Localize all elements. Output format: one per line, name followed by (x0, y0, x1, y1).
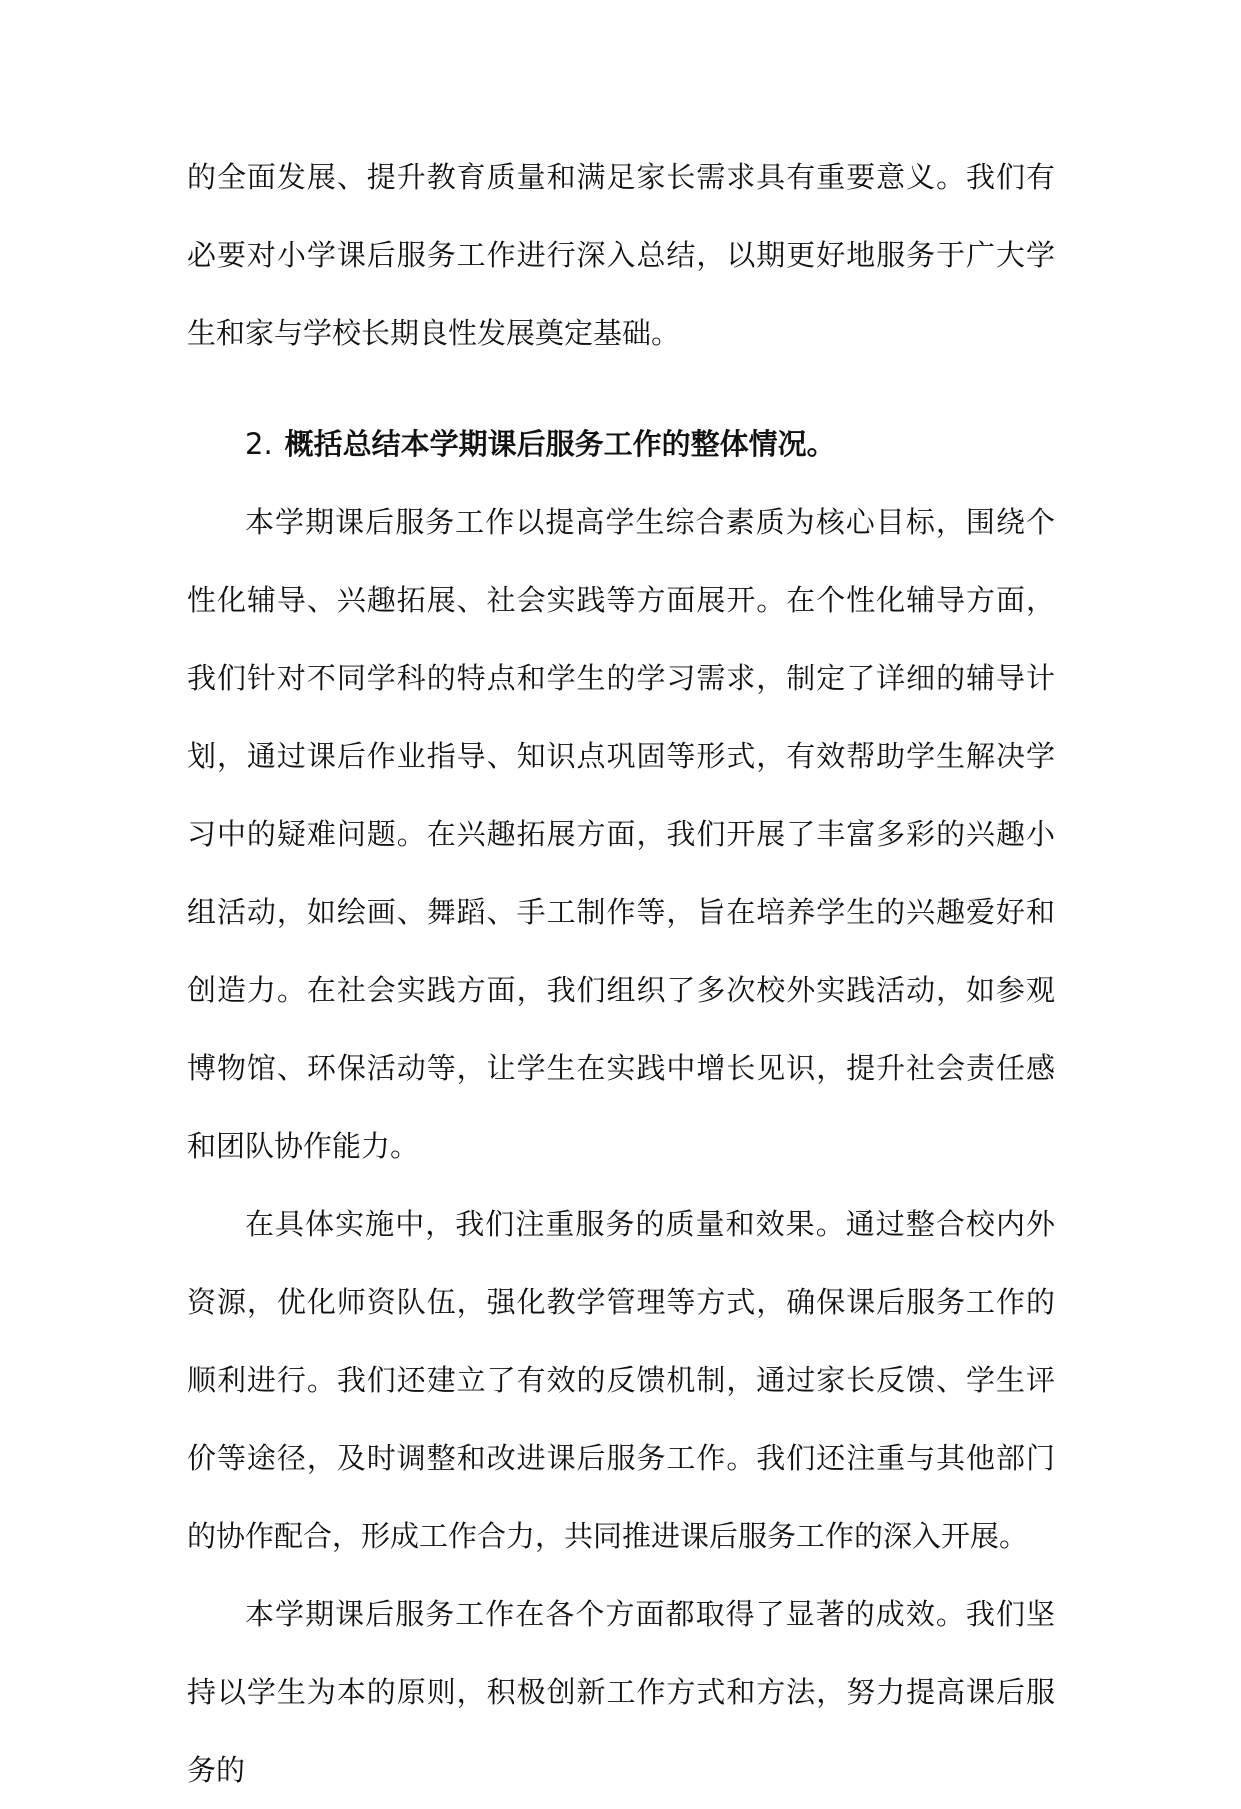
document-body (187, 138, 1055, 1809)
section-heading-title: 概括总结本学期课后服务工作的整体情况。 (284, 427, 836, 461)
section-heading-number: 2. (245, 427, 273, 461)
body-paragraph-1: 本学期课后服务工作以提高学生综合素质为核心目标，围绕个性化辅导、兴趣拓展、社会实践等方面展开。在个性化辅导方面，我们针对不同学科的特点和学生的学习需求，制定了详细的辅导计划，通过课后作业指导、知识点巩固等形式，有效帮助学生解决学习中的疑难问题。在兴趣拓展方面，我们开展了丰富多彩的兴趣小组活动，如绘画、舞蹈、手工制作等，旨在培养学生的兴趣爱好和创造力。在社会实践方面，我们组织了多次校外实践活动，如参观博物馆、环保活动等，让学生在实践中增长见识，提升社会责任感和团队协作能力。 (187, 505, 1055, 1163)
body-paragraph-3: 本学期课后服务工作在各个方面都取得了显著的成效。我们坚持以学生为本的原则，积极创新工作方式和方法，努力提高课后服务的 (187, 1597, 1055, 1787)
body-paragraph-2: 在具体实施中，我们注重服务的质量和效果。通过整合校内外资源，优化师资队伍，强化教学管理等方式，确保课后服务工作的顺利进行。我们还建立了有效的反馈机制，通过家长反馈、学生评价等途径，及时调整和改进课后服务工作。我们还注重与其他部门的协作配合，形成工作合力，共同推进课后服务工作的深入开展。 (187, 1207, 1055, 1553)
intro-paragraph: 的全面发展、提升教育质量和满足家长需求具有重要意义。我们有必要对小学课后服务工作进行深入总结，以期更好地服务于广大学生和家与学校长期良性发展奠定基础。 (187, 160, 1055, 350)
section-heading (187, 405, 1055, 483)
